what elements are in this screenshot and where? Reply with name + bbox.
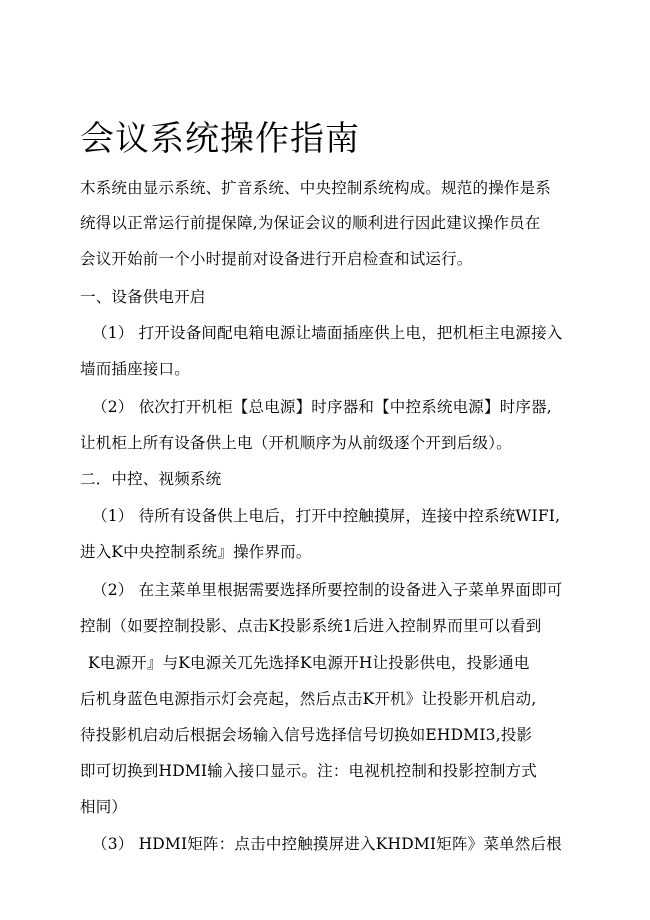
paragraph-line: （3） HDMI矩阵：点击中控触摸屏进入KHDMI矩阵》菜单然后根 xyxy=(92,835,562,853)
paragraph-line: 木系统由显示系统、扩音系统、中央控制系统构成。规范的操作是系 xyxy=(80,179,552,197)
paragraph-line: 即可切换到HDMI输入接口显示。注：电视机控制和投影控制方式 xyxy=(80,762,537,780)
document-title: 会议系统操作指南 xyxy=(80,119,360,159)
paragraph-line: 待投影机启动后根据会场输入信号选择信号切换如EHDMI3,投影 xyxy=(80,726,533,744)
paragraph-line: 进入K中央控制系统』操作界而。 xyxy=(80,543,312,561)
paragraph-line: （2） 依次打开机柜【总电源】时序器和【中控系统电源】时序器, xyxy=(92,398,552,416)
paragraph-line: 控制（如要控制投影、点击K投影系统1后进入控制界而里可以看到 xyxy=(80,617,542,635)
section-heading: 一、设备供电开启 xyxy=(80,288,206,306)
paragraph-line: 会议开始前一个小时提前对设备进行开启检查和试运行。 xyxy=(80,250,473,268)
paragraph-line: （1） 打开设备间配电箱电源让墙面插座供上电，把机柜主电源接入 xyxy=(92,324,563,342)
paragraph-line: K电源开』与K电源关兀先选择K电源开H让投影供电，投影通电 xyxy=(88,654,530,672)
paragraph-line: 墙而插座接口。 xyxy=(80,360,190,378)
paragraph-line: 相同） xyxy=(80,798,128,816)
paragraph-line: （2） 在主菜单里根据需要选择所要控制的设备进入子菜单界面即可 xyxy=(92,581,563,599)
section-heading: 二．中控、视频系统 xyxy=(80,470,222,488)
paragraph-line: 统得以正常运行前提保障,为保证会议的顺利进行因此建议操作员在 xyxy=(80,214,541,232)
paragraph-line: 让机柜上所有设备供上电（开机顺序为从前级逐个开到后级）。 xyxy=(80,434,512,452)
paragraph-line: （1） 待所有设备供上电后，打开中控触摸屏，连接中控系统WIFI, xyxy=(92,507,561,525)
paragraph-line: 后机身蓝色电源指示灯会亮起，然后点击K开机》让投影开机启动, xyxy=(80,690,537,708)
